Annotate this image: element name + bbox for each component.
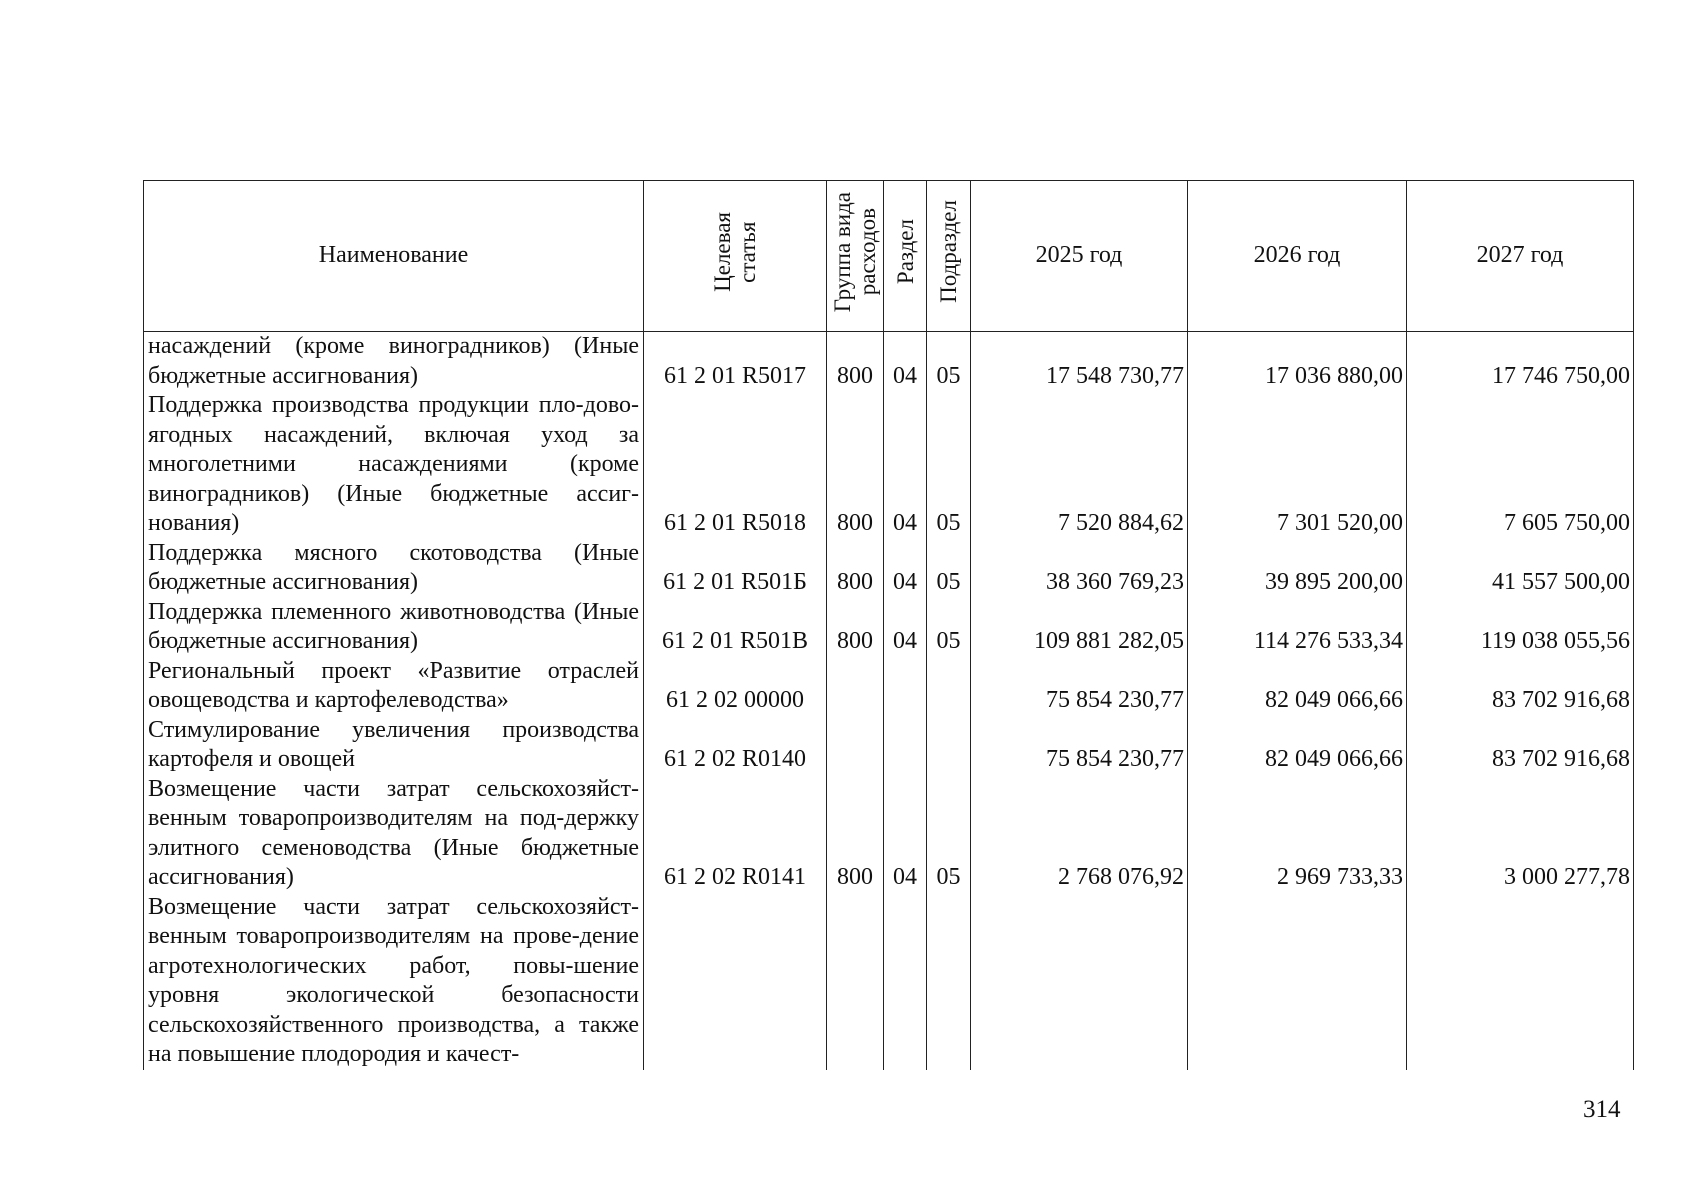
row-group: 800 bbox=[827, 332, 884, 392]
row-name: Поддержка мясного скотоводства (Иные бюджетные ассигнования) bbox=[144, 539, 644, 598]
row-2027: 83 702 916,68 bbox=[1407, 716, 1634, 775]
table-row bbox=[144, 598, 1634, 657]
row-code bbox=[644, 893, 827, 1070]
header-subsection bbox=[927, 181, 971, 332]
header-group-line1: Группа вида bbox=[830, 191, 855, 312]
row-code: 61 2 02 00000 bbox=[644, 657, 827, 716]
row-2026: 39 895 200,00 bbox=[1188, 539, 1407, 598]
table-row bbox=[144, 539, 1634, 598]
row-name: Поддержка племенного животноводства (Иные бюджетные ассигнования) bbox=[144, 598, 644, 657]
row-subsection: 05 bbox=[927, 775, 971, 893]
row-2025: 17 548 730,77 bbox=[971, 332, 1188, 392]
row-2027: 119 038 055,56 bbox=[1407, 598, 1634, 657]
row-2026: 2 969 733,33 bbox=[1188, 775, 1407, 893]
header-target-line1: Целевая bbox=[710, 211, 735, 292]
header-section-label: Раздел bbox=[892, 219, 918, 285]
row-name: Поддержка производства продукции пло-дово-ягодных насаждений, включая уход за многолетними насаждениями (кроме виноградников) (Иные бюджетные ассиг-нования) bbox=[144, 391, 644, 539]
row-name: Возмещение части затрат сельскохозяйст-венным товаропроизводителям на под-держку элитного семеноводства (Иные бюджетные ассигнования) bbox=[144, 775, 644, 893]
row-code: 61 2 01 R5017 bbox=[644, 332, 827, 392]
row-group bbox=[827, 893, 884, 1070]
row-group: 800 bbox=[827, 775, 884, 893]
budget-table bbox=[143, 180, 1634, 1070]
row-2025: 7 520 884,62 bbox=[971, 391, 1188, 539]
table-row bbox=[144, 716, 1634, 775]
header-2025: 2025 год bbox=[971, 181, 1188, 332]
table-row bbox=[144, 332, 1634, 392]
row-code: 61 2 01 R5018 bbox=[644, 391, 827, 539]
table-row bbox=[144, 775, 1634, 893]
row-subsection bbox=[927, 716, 971, 775]
row-2025: 75 854 230,77 bbox=[971, 657, 1188, 716]
row-code: 61 2 02 R0140 bbox=[644, 716, 827, 775]
row-subsection: 05 bbox=[927, 598, 971, 657]
table-row bbox=[144, 391, 1634, 539]
row-section bbox=[884, 716, 927, 775]
row-group: 800 bbox=[827, 598, 884, 657]
row-section bbox=[884, 657, 927, 716]
row-2027: 83 702 916,68 bbox=[1407, 657, 1634, 716]
header-2027: 2027 год bbox=[1407, 181, 1634, 332]
row-2027: 7 605 750,00 bbox=[1407, 391, 1634, 539]
row-2025: 109 881 282,05 bbox=[971, 598, 1188, 657]
row-section: 04 bbox=[884, 391, 927, 539]
row-code: 61 2 01 R501В bbox=[644, 598, 827, 657]
row-code: 61 2 01 R501Б bbox=[644, 539, 827, 598]
row-group: 800 bbox=[827, 539, 884, 598]
row-code: 61 2 02 R0141 bbox=[644, 775, 827, 893]
table-row bbox=[144, 657, 1634, 716]
row-section: 04 bbox=[884, 775, 927, 893]
row-name: Возмещение части затрат сельскохозяйст-венным товаропроизводителям на прове-дение агротехнологических работ, повы-шение уровня экологической безопасности сельскохозяйственного производства, а также на повышение плодородия и качест- bbox=[144, 893, 644, 1070]
header-target-line2: статья bbox=[735, 221, 760, 283]
row-subsection bbox=[927, 893, 971, 1070]
header-target bbox=[644, 181, 827, 332]
row-name: насаждений (кроме виноградников) (Иные бюджетные ассигнования) bbox=[144, 332, 644, 392]
row-group bbox=[827, 657, 884, 716]
header-subsection-label: Подраздел bbox=[936, 200, 961, 304]
row-2027: 41 557 500,00 bbox=[1407, 539, 1634, 598]
row-2025 bbox=[971, 893, 1188, 1070]
row-2025: 38 360 769,23 bbox=[971, 539, 1188, 598]
page-number: 314 bbox=[1583, 1096, 1621, 1123]
row-2027: 17 746 750,00 bbox=[1407, 332, 1634, 392]
row-2026: 17 036 880,00 bbox=[1188, 332, 1407, 392]
row-section: 04 bbox=[884, 332, 927, 392]
row-group: 800 bbox=[827, 391, 884, 539]
row-subsection: 05 bbox=[927, 391, 971, 539]
row-2026 bbox=[1188, 893, 1407, 1070]
header-row bbox=[144, 181, 1634, 332]
row-2026: 82 049 066,66 bbox=[1188, 657, 1407, 716]
row-2027: 3 000 277,78 bbox=[1407, 775, 1634, 893]
header-2026: 2026 год bbox=[1188, 181, 1407, 332]
row-section: 04 bbox=[884, 598, 927, 657]
row-subsection: 05 bbox=[927, 539, 971, 598]
row-name: Стимулирование увеличения производства картофеля и овощей bbox=[144, 716, 644, 775]
row-2026: 114 276 533,34 bbox=[1188, 598, 1407, 657]
header-group bbox=[827, 181, 884, 332]
header-name: Наименование bbox=[144, 181, 644, 332]
row-subsection: 05 bbox=[927, 332, 971, 392]
header-section bbox=[884, 181, 927, 332]
row-2025: 2 768 076,92 bbox=[971, 775, 1188, 893]
row-2025: 75 854 230,77 bbox=[971, 716, 1188, 775]
row-section: 04 bbox=[884, 539, 927, 598]
row-2026: 82 049 066,66 bbox=[1188, 716, 1407, 775]
row-2026: 7 301 520,00 bbox=[1188, 391, 1407, 539]
header-group-line2: расходов bbox=[855, 208, 880, 296]
row-name: Региональный проект «Развитие отраслей овощеводства и картофелеводства» bbox=[144, 657, 644, 716]
table-row bbox=[144, 893, 1634, 1070]
row-group bbox=[827, 716, 884, 775]
row-2027 bbox=[1407, 893, 1634, 1070]
row-subsection bbox=[927, 657, 971, 716]
row-section bbox=[884, 893, 927, 1070]
